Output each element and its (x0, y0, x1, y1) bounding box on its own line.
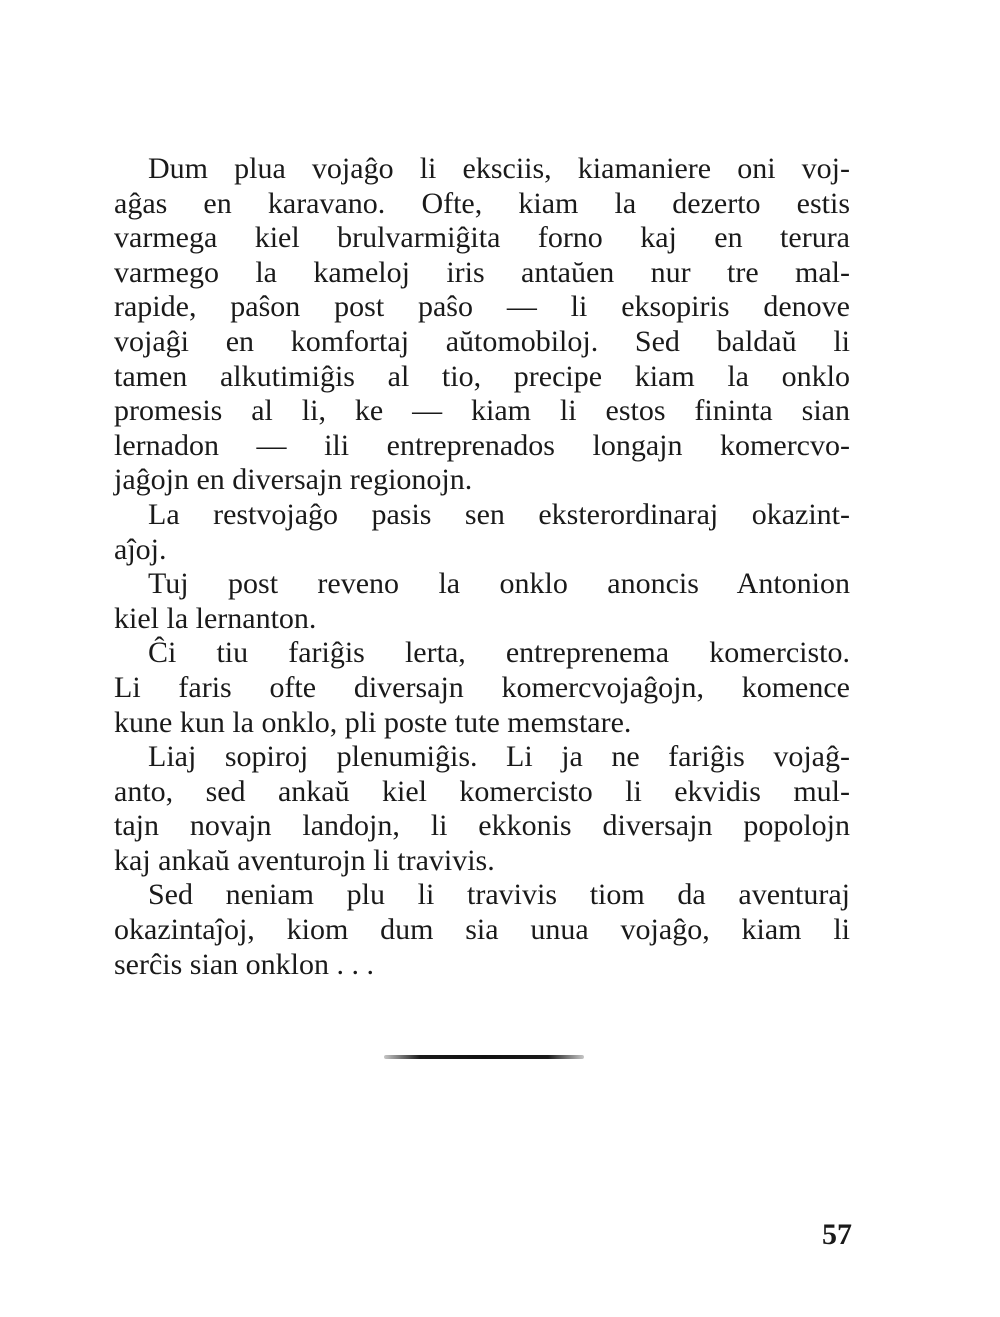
text-line: aĝas en karavano. Ofte, kiam la dezerto estis (114, 186, 850, 220)
section-divider-rule (384, 1055, 584, 1059)
text-line: Ĉi tiu fariĝis lerta, entreprenema komercisto. (148, 636, 850, 670)
text-line: tajn novajn landojn, li ekkonis diversajn popolojn (114, 809, 850, 843)
text-line: promesis al li, ke — kiam li estos fininta sian (114, 394, 850, 428)
text-line: La restvojaĝo pasis sen eksterordinaraj okazint- (148, 497, 850, 531)
text-line: Li faris ofte diversajn komercvojaĝojn, komence (114, 670, 850, 704)
text-line: lernadon — ili entreprenados longajn komercvo- (114, 428, 850, 462)
text-line: tamen alkutimiĝis al tio, precipe kiam la onklo (114, 359, 850, 393)
text-line: okazintaĵoj, kiom dum sia unua vojaĝo, kiam li (114, 913, 850, 947)
text-line: kune kun la onklo, pli poste tute memstare. (114, 705, 632, 739)
text-line: Dum plua vojaĝo li eksciis, kiamaniere oni voj- (148, 152, 850, 185)
text-line: kaj ankaŭ aventurojn li travivis. (114, 843, 495, 877)
text-line: jaĝojn en diversajn regionojn. (114, 463, 473, 497)
page-number: 57 (822, 1218, 852, 1251)
text-line: kiel la lernanton. (114, 601, 317, 635)
text-line: varmega kiel brulvarmiĝita forno kaj en terura (114, 221, 850, 255)
text-line: Tuj post reveno la onklo anoncis Antonion (148, 567, 850, 601)
text-line: Sed neniam plu li travivis tiom da aventuraj (148, 878, 850, 912)
text-line: aĵoj. (114, 532, 167, 566)
text-line: serĉis sian onklon . . . (114, 947, 374, 981)
text-line: varmego la kameloj iris antaŭen nur tre mal- (114, 255, 850, 289)
text-line: Liaj sopiroj plenumiĝis. Li ja ne fariĝis vojaĝ- (148, 740, 850, 774)
body-text (114, 152, 850, 982)
text-line: anto, sed ankaŭ kiel komercisto li ekvidis mul- (114, 774, 850, 808)
text-line: vojaĝi en komfortaj aŭtomobiloj. Sed baldaŭ li (114, 324, 850, 358)
text-line: rapide, paŝon post paŝo — li eksopiris denove (114, 290, 850, 324)
